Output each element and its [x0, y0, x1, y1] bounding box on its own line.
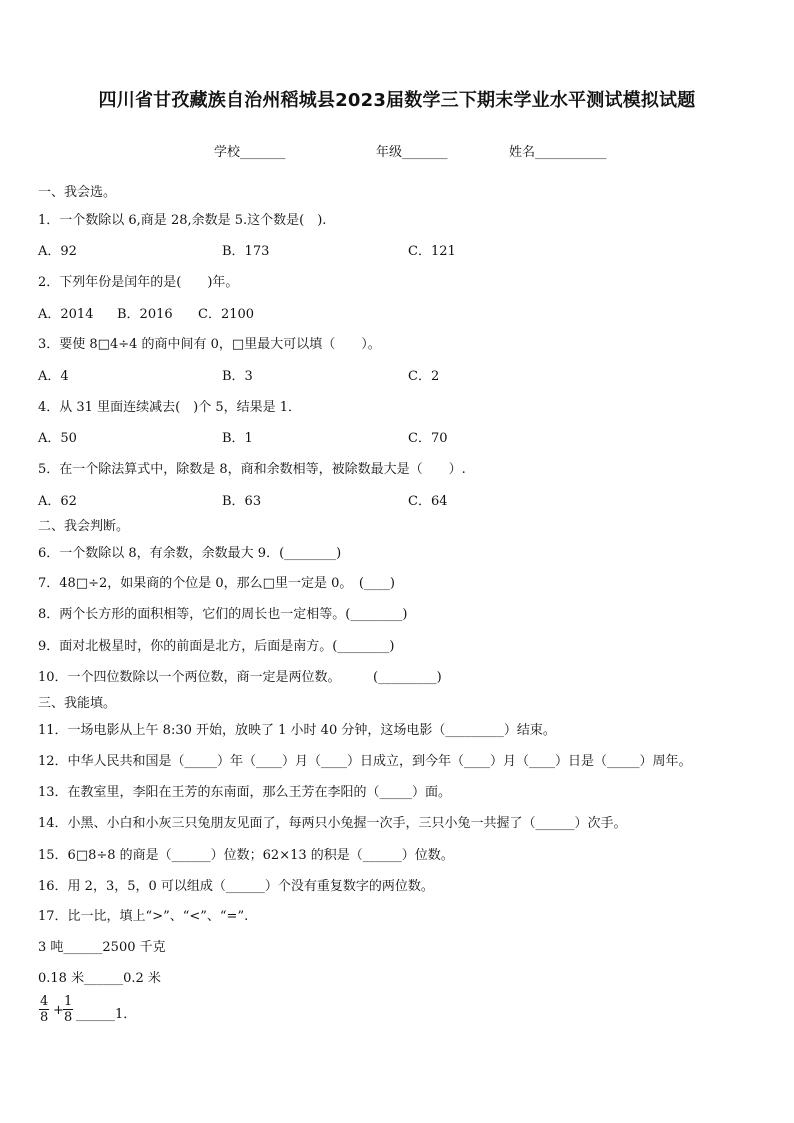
school-field: 学校_______: [214, 145, 286, 160]
fraction-denominator: 8: [64, 1010, 73, 1025]
question-5: 5．在一个除法算式中，除数是 8，商和余数相等，被除数最大是（ ）.: [38, 462, 466, 477]
grade-field: 年级_______: [376, 145, 448, 160]
question-11: 11．一场电影从上午 8:30 开始，放映了 1 小时 40 分钟，这场电影（_________）结束。: [38, 723, 556, 738]
q2-option-b: B．2016: [117, 307, 173, 322]
q1-option-c: C．121: [408, 244, 456, 259]
fraction-4-8: [39, 994, 49, 1025]
compare-3-tail: ______1．: [76, 1007, 137, 1022]
q1-option-b: B．173: [222, 244, 270, 259]
plus-sign: +: [53, 1003, 64, 1018]
section-2-heading: 二、我会判断。: [38, 519, 130, 534]
question-7: 7．48□÷2，如果商的个位是 0，那么□里一定是 0。 (____): [38, 576, 395, 591]
question-8: 8．两个长方形的面积相等，它们的周长也一定相等。(________): [38, 607, 408, 622]
question-12: 12．中华人民共和国是（_____）年（____）月（____）日成立，到今年（____）月（____）日是（_____）周年。: [38, 754, 692, 769]
q1-option-a: A．92: [38, 244, 77, 259]
q3-option-a: A．4: [38, 369, 69, 384]
fraction-numerator: 1: [64, 994, 73, 1009]
question-10: 10．一个四位数除以一个两位数，商一定是两位数。 (_________): [38, 670, 442, 685]
q4-option-b: B．1: [222, 431, 253, 446]
section-3-heading: 三、我能填。: [38, 696, 117, 711]
question-3: 3．要使 8□4÷4 的商中间有 0，□里最大可以填（ ）。: [38, 337, 381, 352]
question-9: 9．面对北极星时，你的前面是北方，后面是南方。(________): [38, 639, 395, 654]
question-17: 17．比一比，填上“>”、“<”、“=”.: [38, 909, 249, 924]
question-4: 4．从 31 里面连续减去( )个 5，结果是 1．: [38, 400, 302, 415]
q3-option-c: C．2: [408, 369, 440, 384]
q5-option-a: A．62: [38, 494, 77, 509]
question-6: 6．一个数除以 8，有余数，余数最大 9．(________): [38, 546, 342, 561]
question-13: 13．在教室里，李阳在王芳的东南面，那么王芳在李阳的（_____）面。: [38, 785, 452, 800]
q4-option-a: A．50: [38, 431, 77, 446]
fraction-1-8: [63, 994, 73, 1025]
compare-1: 3 吨______2500 千克: [38, 940, 166, 955]
question-14: 14．小黑、小白和小灰三只兔朋友见面了，每两只小兔握一次手，三只小兔一共握了（______）次手。: [38, 816, 627, 831]
question-2: 2．下列年份是闰年的是( )年。: [38, 275, 239, 290]
compare-2: 0.18 米______0.2 米: [38, 971, 161, 986]
question-16: 16．用 2，3，5，0 可以组成（______）个没有重复数字的两位数。: [38, 879, 434, 894]
page-title: 四川省甘孜藏族自治州稻城县2023届数学三下期末学业水平测试模拟试题: [98, 90, 696, 111]
q4-option-c: C．70: [408, 431, 448, 446]
fraction-denominator: 8: [40, 1010, 49, 1025]
section-1-heading: 一、我会选。: [38, 185, 117, 200]
q5-option-c: C．64: [408, 494, 448, 509]
q3-option-b: B．3: [222, 369, 253, 384]
question-1: 1．一个数除以 6,商是 28,余数是 5.这个数是( ).: [38, 213, 327, 228]
name-field: 姓名___________: [509, 145, 607, 160]
fraction-numerator: 4: [40, 994, 49, 1009]
q5-option-b: B．63: [222, 494, 262, 509]
question-15: 15．6□8÷8 的商是（______）位数；62×13 的积是（______）位数。: [38, 848, 454, 863]
q2-option-c: C．2100: [198, 307, 255, 322]
q2-option-a: A．2014: [38, 307, 94, 322]
